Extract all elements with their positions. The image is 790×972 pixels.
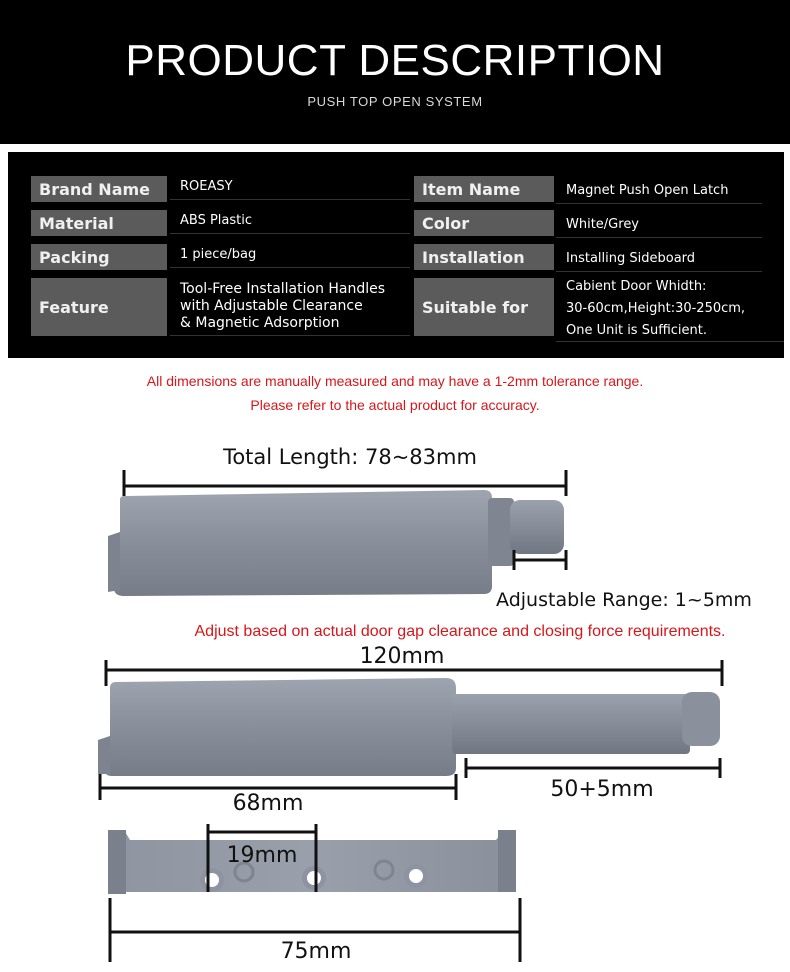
adjust-note: Adjust based on actual door gap clearance and closing force requirements.: [194, 623, 726, 640]
spec-row: [8, 174, 784, 204]
latch-extended: [98, 644, 722, 816]
spec-value: Magnet Push Open Latch: [556, 178, 762, 204]
total-length-label: Total Length: 78~83mm: [223, 445, 477, 469]
total-length-dimension-line: [124, 470, 566, 496]
spec-row: [8, 276, 784, 340]
spec-value: White/Grey: [556, 212, 762, 238]
plate-length-label: 75mm: [280, 939, 352, 964]
spec-value: Cabient Door Whidth: 30-60cm,Height:30-250cm, One Unit is Sufficient.: [556, 276, 784, 342]
spec-value: Tool-Free Installation Handles with Adjustable Clearance & Magnetic Adsorption: [170, 278, 410, 336]
dimension-drawing: [0, 420, 790, 972]
spec-row: [8, 242, 784, 272]
spec-table: [8, 152, 784, 358]
plunger-length-label: 50+5mm: [550, 777, 654, 802]
spec-key: Packing: [31, 244, 167, 270]
adjustable-range-label: Adjustable Range: 1~5mm: [496, 589, 752, 611]
spec-value: Installing Sideboard: [556, 246, 762, 272]
spec-key: Brand Name: [31, 176, 167, 202]
spec-key: Color: [414, 210, 554, 236]
page-title: PRODUCT DESCRIPTION: [125, 36, 665, 85]
spec-value: ABS Plastic: [170, 208, 410, 234]
spec-value: 1 piece/bag: [170, 242, 410, 268]
hole-spacing-label: 19mm: [226, 843, 298, 868]
tolerance-note: All dimensions are manually measured and may have a 1-2mm tolerance range.: [146, 373, 644, 389]
spec-row: [8, 208, 784, 238]
header-banner: [0, 0, 790, 144]
spec-key: Feature: [31, 278, 167, 336]
overall-length-label: 120mm: [359, 644, 445, 669]
latch-retracted: [108, 445, 752, 611]
base-plate: [108, 824, 520, 964]
page-subtitle: PUSH TOP OPEN SYSTEM: [307, 94, 483, 109]
spec-key: Material: [31, 210, 167, 236]
accuracy-note: Please refer to the actual product for accuracy.: [250, 397, 540, 413]
spec-value: ROEASY: [170, 174, 410, 200]
body-length-label: 68mm: [232, 791, 304, 816]
spec-key: Suitable for: [414, 278, 554, 336]
spec-key: Item Name: [414, 176, 554, 202]
plunger-dimension-line: [466, 758, 720, 778]
spec-key: Installation: [414, 244, 554, 270]
